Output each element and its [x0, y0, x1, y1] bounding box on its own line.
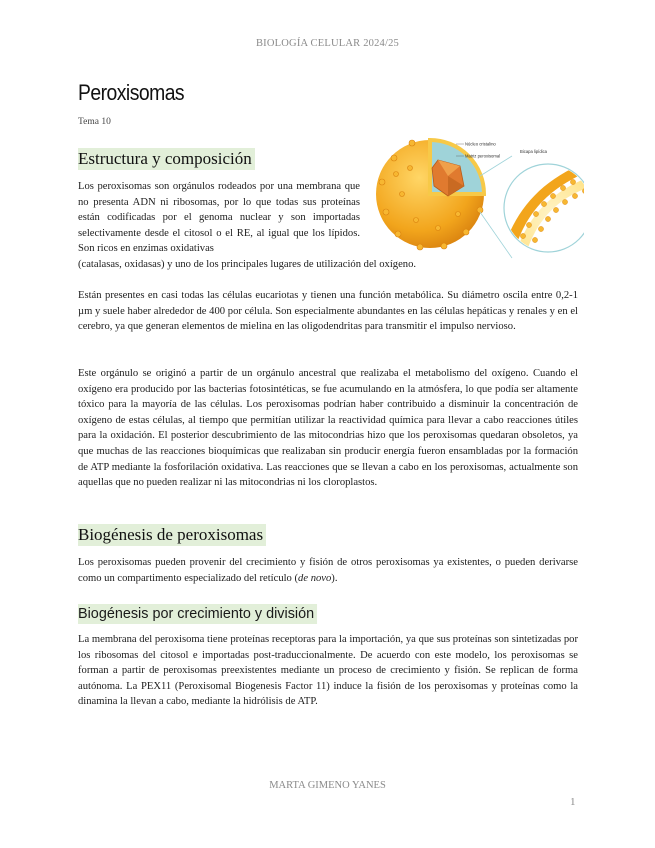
page-number: 1 [570, 796, 576, 808]
section-heading-estructura: Estructura y composición [78, 148, 255, 170]
paragraph-estructura-1-end: (catalasas, oxidasas) y uno de los principales lugares de utilización del oxígeno. [78, 259, 417, 270]
biogenesis-text-after: ). [331, 572, 338, 584]
page-title: Peroxisomas [78, 80, 185, 105]
subsection-heading-crecimiento: Biogénesis por crecimiento y división [78, 604, 317, 624]
section-heading-biogenesis: Biogénesis de peroxisomas [78, 524, 266, 546]
paragraph-biogenesis-1 [78, 555, 578, 586]
paragraph-estructura-1: Los peroxisomas son orgánulos rodeados por una membrana que no presenta ADN ni ribosomas, por lo que todas sus proteínas están codificadas por el genoma nuclear y son importadas selectivamente desde el citosol o el RE, al igual que los lípidos. Son ricos en enzimas oxidativas [78, 181, 360, 255]
biogenesis-text-before: Los peroxisomas pueden provenir del crecimiento y fisión de otros peroxisomas ya existentes, o pueden derivarse como un compartimento especializado del retículo ( [78, 557, 578, 584]
footer-author: MARTA GIMENO YANES [269, 780, 386, 791]
peroxisome-illustration [372, 130, 584, 262]
biogenesis-text-italic: de novo [298, 572, 332, 584]
label-nucleo: Núcleo cristalino [465, 141, 496, 147]
page-subtitle: Tema 10 [78, 117, 111, 127]
bilayer-zoom [500, 160, 584, 260]
label-bicapa: Bicapa lipídica [520, 149, 548, 154]
paragraph-crecimiento-1: La membrana del peroxisoma tiene proteínas receptoras para la importación, ya que sus proteínas son sintetizadas por los ribosomas del citosol e importadas post-traduccionalmente. De acuerdo con este modelo, los peroxisomas se forman a partir de peroxisomas preexistentes mediante un proceso de crecimiento y fisión. Se replican de forma autónoma. La PEX11 (Peroxisomal Biogenesis Factor 11) induce la fisión de los peroxisomas y proteínas como la dinamina la llevan a cabo, mediante la hidrólisis de ATP. [78, 634, 578, 708]
peroxisome-figure [372, 130, 584, 262]
paragraph-estructura-3: Este orgánulo se originó a partir de un orgánulo ancestral que realizaba el metabolismo del oxígeno. Cuando el oxígeno era producido por las bacterias fotosintéticas, se fue acumulando en la atmósfera, lo que podía ser altamente tóxico para la mayoría de las células. Los peroxisomas podrían haber contribuido a disminuir la concentración de oxígeno de estas células, al tiempo que permitían utilizar la reactividad química para llevar a cabo reacciones útiles para la oxidación. El posterior descubrimiento de las mitocondrias hizo que los peroxisomas quedaran obsoletos, ya que muchas de las reacciones bioquímicas que realizaban sin producir energía fueron ensambladas por la formación de ATP mediante la fosforilación oxidativa. Las reacciones que se llevan a cabo en los peroxisomas, actualmente son aquellas que no pueden realizar ni las mitocondrias ni los cloroplastos. [78, 368, 578, 489]
paragraph-estructura-2: Están presentes en casi todas las células eucariotas y tienen una función metabólica. Su diámetro oscila entre 0,2-1 µm y suele haber alrededor de 400 por célula. Son especialmente abundantes en las células hepáticas y renales y en el cerebro, ya que generan elementos de mielina en las oligodendritas para transmitir el impulso nervioso. [78, 290, 578, 333]
label-matriz: Matriz peroxisomal [465, 153, 501, 159]
running-header: BIOLOGÍA CELULAR 2024/25 [255, 38, 400, 49]
